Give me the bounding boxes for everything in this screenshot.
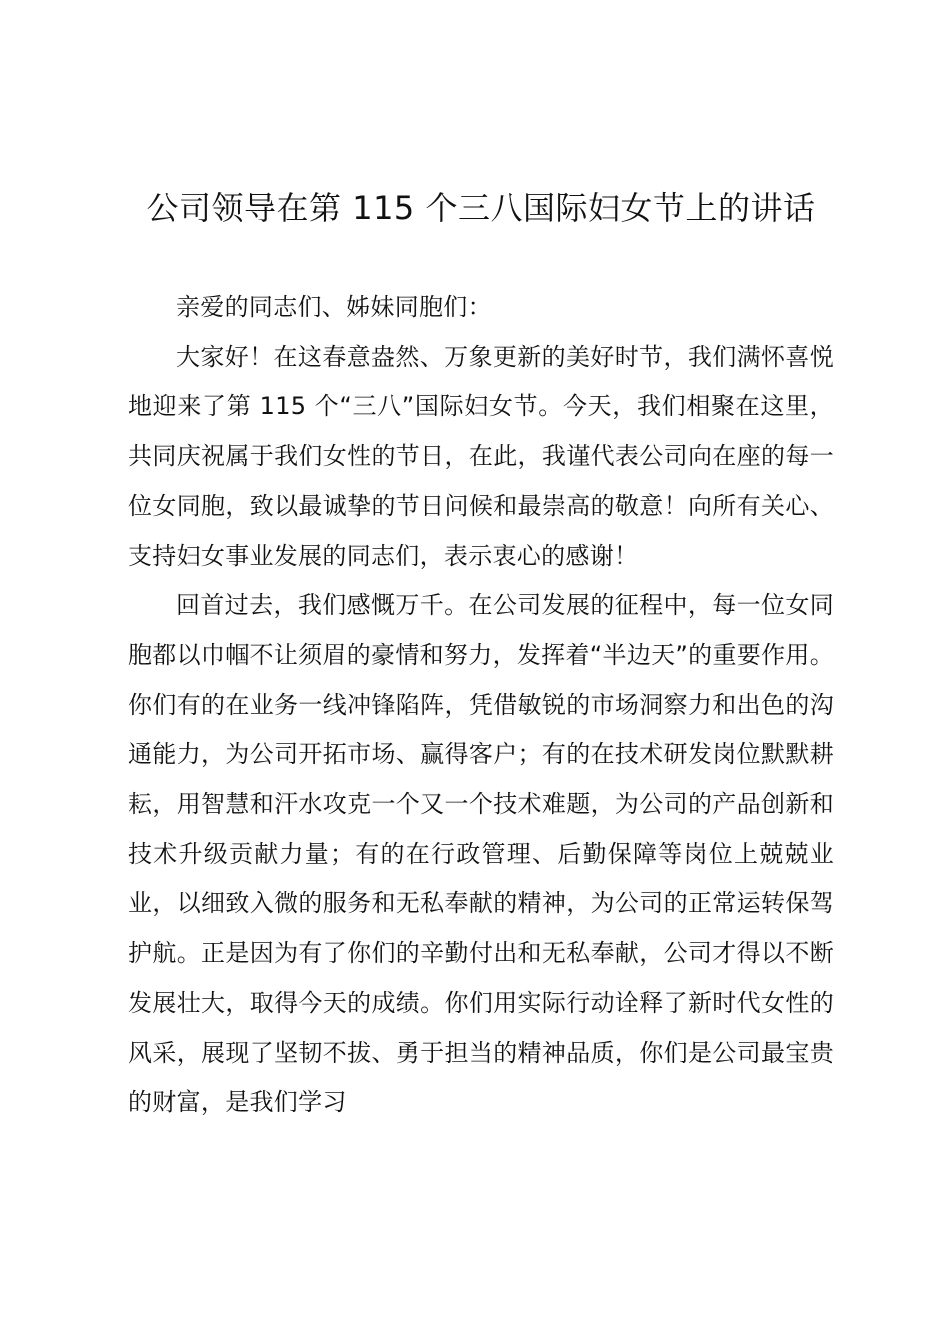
- document-title: 公司领导在第 115 个三八国际妇女节上的讲话: [146, 189, 816, 227]
- review-paragraph: 回首过去，我们感慨万千。在公司发展的征程中，每一位女同胞都以巾帼不让须眉的豪情和努力，发挥着“半边天”的重要作用。你们有的在业务一线冲锋陷阵，凭借敏锐的市场洞察力和出色的沟通能力，为公司开拓市场、赢得客户；有的在技术研发岗位默默耕耘，用智慧和汗水攻克一个又一个技术难题，为公司的产品创新和技术升级贡献力量；有的在行政管理、后勤保障等岗位上兢兢业业，以细致入微的服务和无私奉献的精神，为公司的正常运转保驾护航。正是因为有了你们的辛勤付出和无私奉献，公司才得以不断发展壮大，取得今天的成绩。你们用实际行动诠释了新时代女性的风采，展现了坚韧不拔、勇于担当的精神品质，你们是公司最宝贵的财富，是我们学习: [128, 591, 834, 1117]
- document-body: [128, 283, 834, 1128]
- greeting-paragraph: 大家好！在这春意盎然、万象更新的美好时节，我们满怀喜悦地迎来了第 115 个“三八”国际妇女节。今天，我们相聚在这里，共同庆祝属于我们女性的节日，在此，我谨代表公司向在座的每一位女同胞，致以最诚挚的节日问候和最崇高的敬意！向所有关心、支持妇女事业发展的同志们，表示衷心的感谢！: [128, 342, 834, 570]
- salutation-paragraph: 亲爱的同志们、姊妹同胞们：: [176, 293, 492, 321]
